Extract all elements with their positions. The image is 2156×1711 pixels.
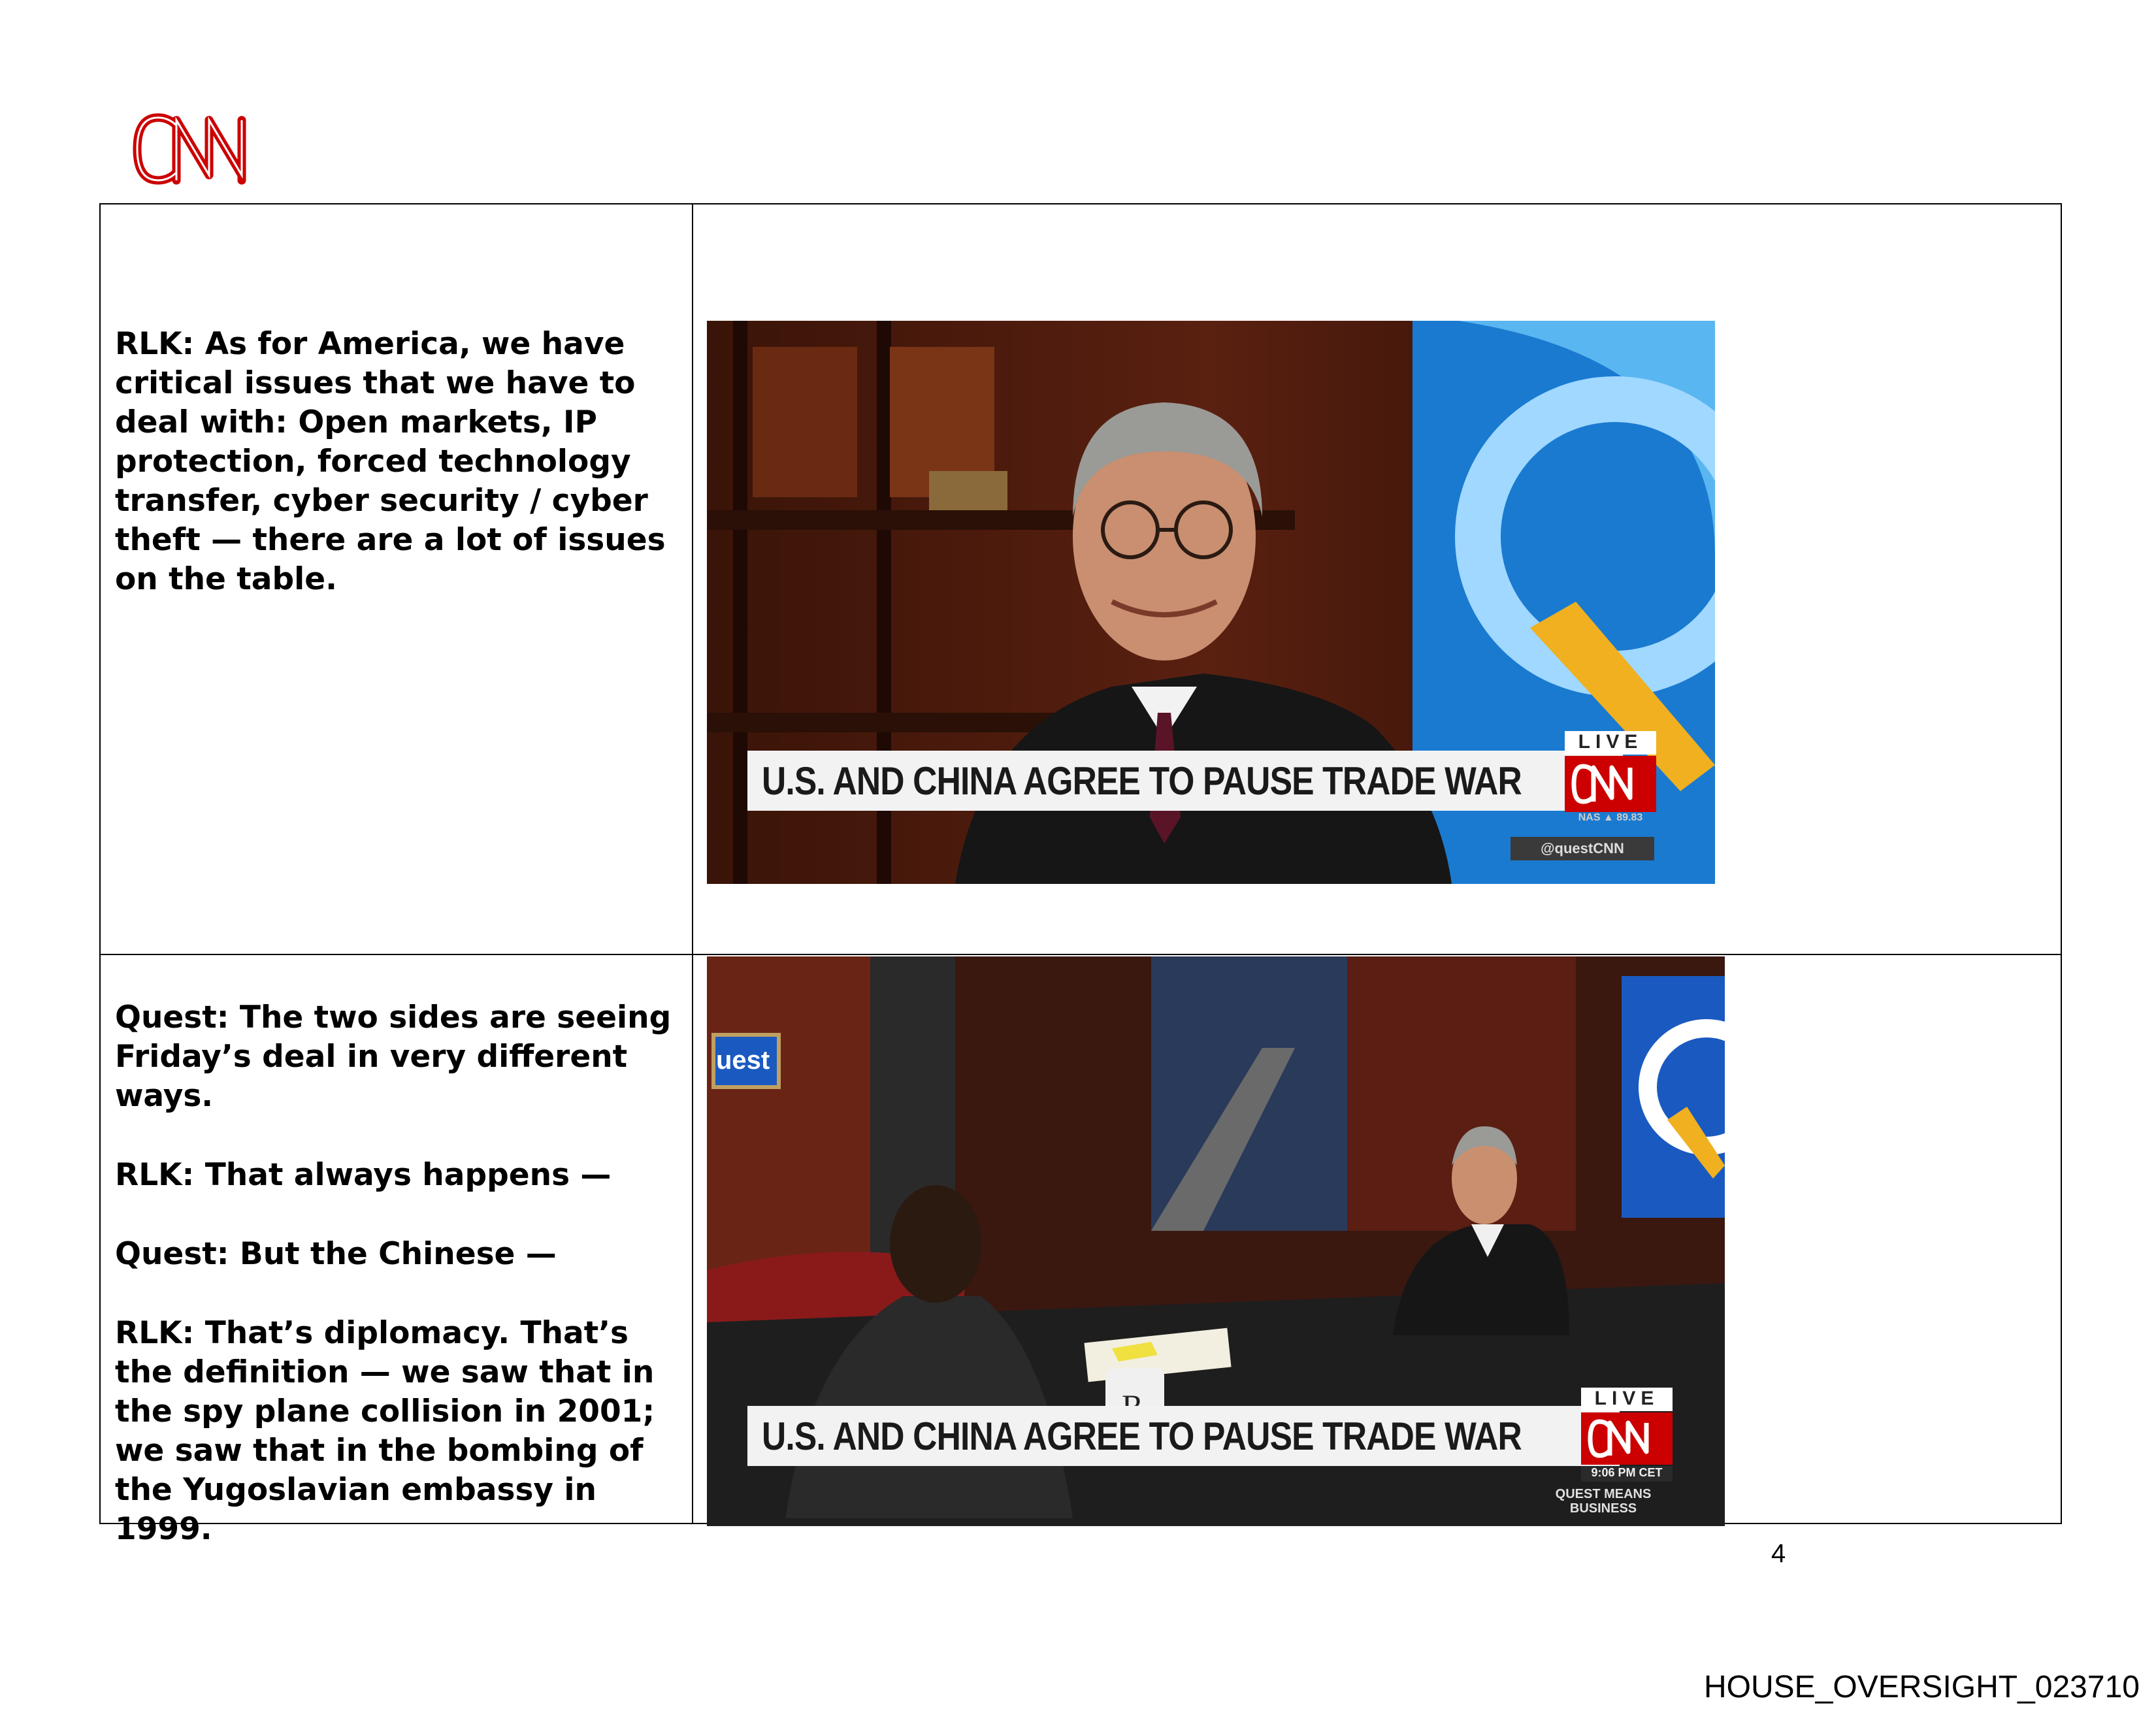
cnn-bug-logo — [1565, 756, 1656, 812]
ticker-text: NAS ▲ 89.83 — [1578, 812, 1643, 823]
column-divider — [692, 204, 693, 1523]
cnn-bug — [1581, 1412, 1673, 1465]
cnn-bug-logo — [1581, 1412, 1673, 1465]
chyron-text: U.S. AND CHINA AGREE TO PAUSE TRADE WAR — [762, 1414, 1522, 1458]
screen-label: uest — [716, 1046, 770, 1075]
lower-third-chyron — [747, 751, 1623, 811]
broadcast-time: 9:06 PM CET — [1581, 1466, 1673, 1482]
cnn-logo — [129, 111, 290, 187]
broadcast-screenshot-2 — [707, 956, 1725, 1526]
lower-third-chyron — [747, 1406, 1620, 1466]
page-number: 4 — [1771, 1539, 1786, 1568]
social-handle: @questCNN — [1511, 837, 1654, 860]
transcript-paragraph: RLK: As for America, we have critical issues that we have to deal with: Open markets, IP protection, forced technology transfer, cyber security / cyber theft — there are a lot of issues on the table. — [115, 326, 666, 597]
cnn-bug — [1565, 756, 1656, 812]
live-badge: LIVE — [1565, 731, 1656, 755]
chyron-text: U.S. AND CHINA AGREE TO PAUSE TRADE WAR — [762, 758, 1522, 803]
transcript-paragraph: Quest: But the Chinese — — [115, 1236, 557, 1272]
transcript-cell-2 — [115, 998, 683, 1549]
show-name: QUEST MEANS BUSINESS — [1555, 1487, 1652, 1516]
bates-number: HOUSE_OVERSIGHT_023710 — [1704, 1670, 2140, 1704]
transcript-table — [99, 203, 2062, 1547]
transcript-cell-1 — [115, 325, 683, 599]
row-divider — [101, 954, 2061, 955]
broadcast-screenshot-1 — [707, 321, 1715, 884]
transcript-paragraph: Quest: The two sides are seeing Friday’s deal in very different ways. — [115, 1000, 672, 1114]
transcript-paragraph: RLK: That’s diplomacy. That’s the definition — we saw that in the spy plane collision in 2001; we saw that in the bombing of the Yugoslavian embassy in 1999. — [115, 1315, 655, 1547]
live-badge: LIVE — [1581, 1388, 1673, 1411]
transcript-paragraph: RLK: That always happens — — [115, 1157, 612, 1193]
